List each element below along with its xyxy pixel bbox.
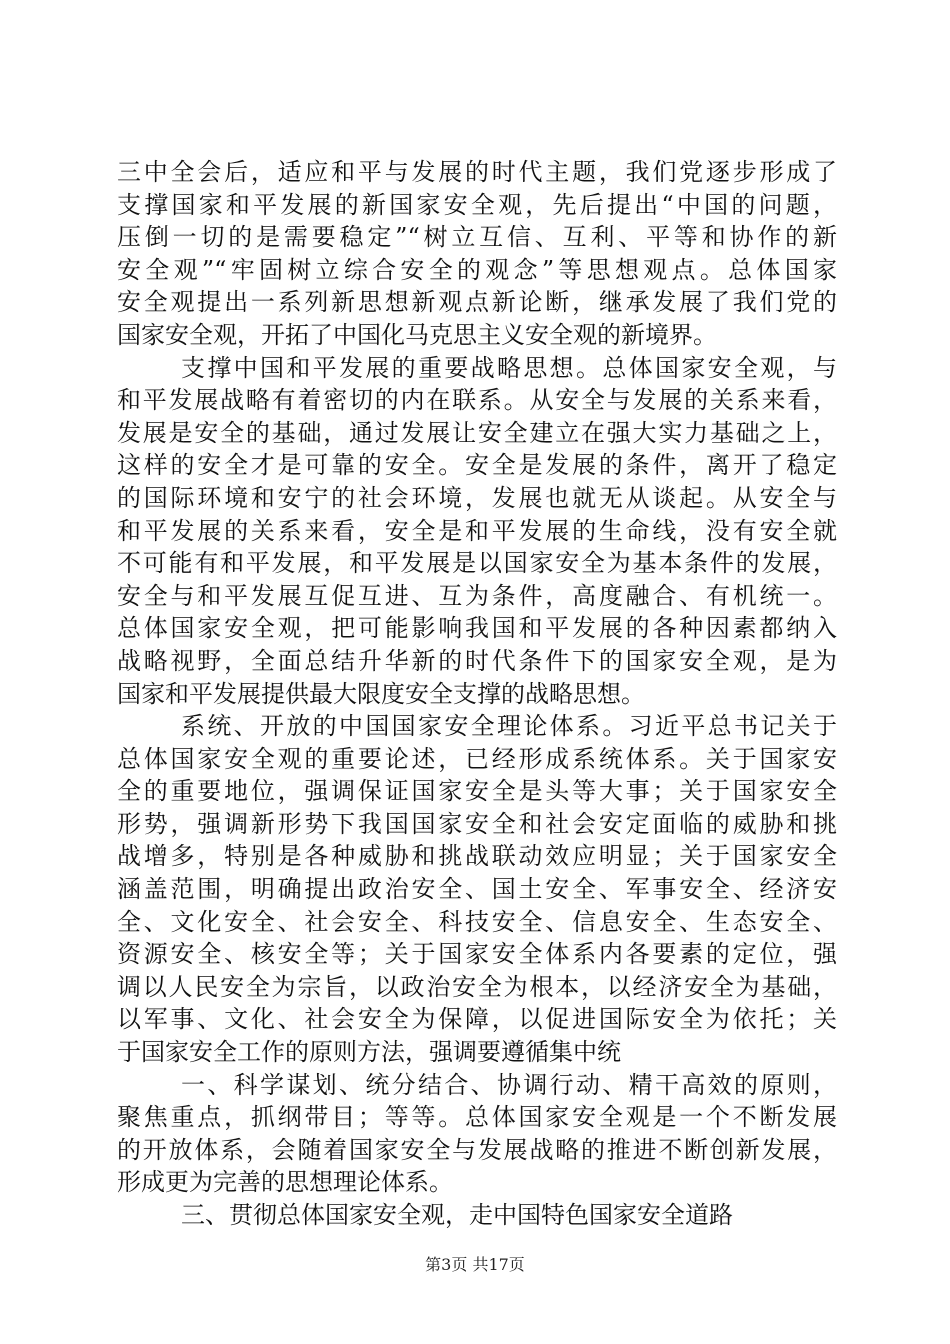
text-line: 支撑中国和平发展的重要战略思想。总体国家安全观，与 — [181, 353, 837, 382]
text-line: 安全与和平发展互促互进、互为条件，高度融合、有机统一。 — [117, 581, 837, 610]
text-line: 这样的安全才是可靠的安全。安全是发展的条件，离开了稳定 — [117, 451, 837, 480]
text-line: 支撑国家和平发展的新国家安全观，先后提出“中国的问题， — [117, 190, 837, 219]
text-line: 全、文化安全、社会安全、科技安全、信息安全、生态安全、 — [117, 907, 837, 936]
body-text — [117, 156, 837, 1232]
text-line: 三、贯彻总体国家安全观，走中国特色国家安全道路 — [181, 1201, 733, 1229]
text-line: 的国际环境和安宁的社会环境，发展也就无从谈起。从安全与 — [117, 483, 837, 512]
paragraph — [117, 352, 837, 711]
text-line: 总体国家安全观的重要论述，已经形成系统体系。关于国家安 — [117, 744, 837, 773]
text-line: 资源安全、核安全等；关于国家安全体系内各要素的定位，强 — [117, 940, 837, 969]
text-line: 于国家安全工作的原则方法，强调要遵循集中统 — [117, 1038, 621, 1067]
text-line: 形成更为完善的思想理论体系。 — [117, 1168, 453, 1197]
text-line: 聚焦重点，抓纲带目；等等。总体国家安全观是一个不断发展 — [117, 1103, 837, 1132]
text-line: 总体国家安全观，把可能影响我国和平发展的各种因素都纳入 — [117, 614, 837, 643]
text-line: 和平发展战略有着密切的内在联系。从安全与发展的关系来看， — [117, 386, 837, 415]
text-line: 安全观提出一系列新思想新观点新论断，继承发展了我们党的 — [117, 288, 837, 317]
text-line: 一、科学谋划、统分结合、协调行动、精干高效的原则， — [181, 1070, 837, 1099]
text-line: 系统、开放的中国国家安全理论体系。习近平总书记关于 — [181, 712, 837, 741]
text-line: 的开放体系，会随着国家安全与发展战略的推进不断创新发展， — [117, 1135, 837, 1164]
paragraph — [117, 1069, 837, 1199]
text-line: 发展是安全的基础，通过发展让安全建立在强大实力基础之上， — [117, 418, 837, 447]
text-line: 安全观”“牢固树立综合安全的观念”等思想观点。总体国家 — [117, 255, 837, 284]
paragraph — [117, 1199, 837, 1232]
text-line: 国家和平发展提供最大限度安全支撑的战略思想。 — [117, 679, 645, 708]
text-line: 全的重要地位，强调保证国家安全是头等大事；关于国家安全 — [117, 777, 837, 806]
text-line: 和平发展的关系来看，安全是和平发展的生命线，没有安全就 — [117, 516, 837, 545]
page-footer: 第3页 共17页 — [425, 1255, 525, 1274]
text-line: 以军事、文化、社会安全为保障，以促进国际安全为依托；关 — [117, 1005, 837, 1034]
text-line: 战略视野，全面总结升华新的时代条件下的国家安全观，是为 — [117, 646, 837, 675]
text-line: 三中全会后，适应和平与发展的时代主题，我们党逐步形成了 — [117, 158, 837, 186]
paragraph — [117, 710, 837, 1069]
paragraph — [117, 156, 837, 352]
text-line: 不可能有和平发展，和平发展是以国家安全为基本条件的发展， — [117, 549, 837, 578]
text-line: 调以人民安全为宗旨，以政治安全为根本，以经济安全为基础， — [117, 972, 837, 1001]
text-line: 涵盖范围，明确提出政治安全、国土安全、军事安全、经济安 — [117, 875, 837, 904]
text-line: 压倒一切的是需要稳定”“树立互信、互利、平等和协作的新 — [117, 223, 837, 252]
text-line: 形势，强调新形势下我国国家安全和社会安定面临的威胁和挑 — [117, 809, 837, 838]
text-line: 国家安全观，开拓了中国化马克思主义安全观的新境界。 — [117, 320, 717, 349]
text-line: 战增多，特别是各种威胁和挑战联动效应明显；关于国家安全 — [117, 842, 837, 871]
